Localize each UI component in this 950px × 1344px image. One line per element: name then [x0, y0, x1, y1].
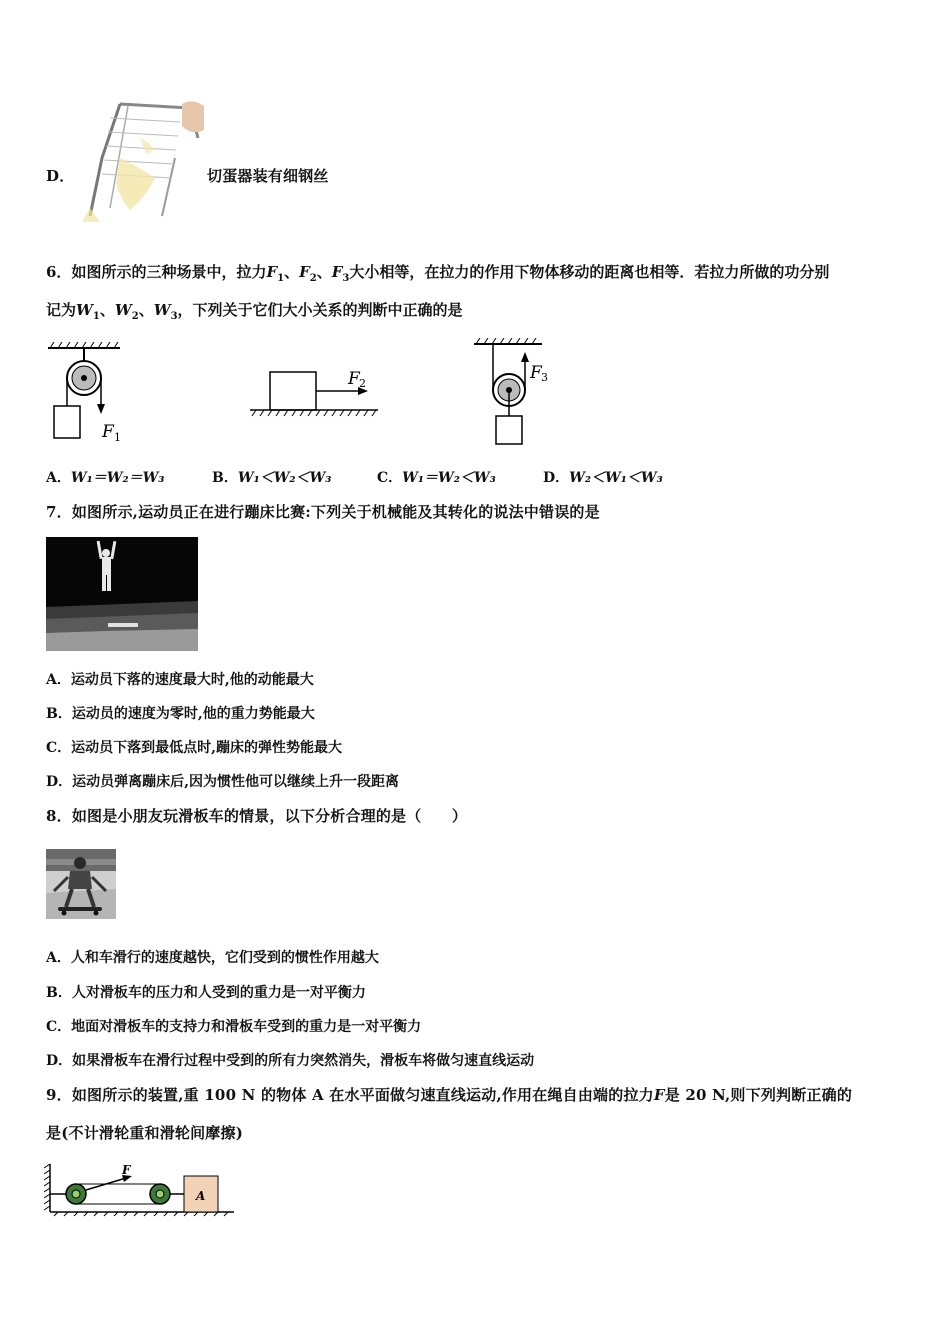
egg-slicer-figure [80, 98, 210, 222]
q7-option-c: C．运动员下落到最低点时,蹦床的弹性势能最大 [46, 740, 343, 756]
q6-option-a: A．W₁＝W₂＝W₃ [46, 470, 165, 486]
q7-option-d: D．运动员弹离蹦床后,因为惯性他可以继续上升一段距离 [46, 774, 400, 790]
q8-option-d: D．如果滑板车在滑行过程中受到的所有力突然消失，滑板车将做匀速直线运动 [46, 1053, 535, 1069]
q6-f3-label: F [530, 363, 542, 383]
q6-f2-sub: 2 [359, 377, 366, 390]
q6-f2-label: F [348, 369, 360, 389]
q6-stem-line2: 记为$W_1$、$W_2$、$W_3$，下列关于它们大小关系的判断中正确的是 [46, 301, 463, 322]
q7-option-a: A．运动员下落的速度最大时,他的动能最大 [46, 672, 314, 688]
q8-option-c: C．地面对滑板车的支持力和滑板车受到的重力是一对平衡力 [46, 1019, 422, 1035]
q7-stem: 7．如图所示,运动员正在进行蹦床比赛:下列关于机械能及其转化的说法中错误的是 [46, 503, 600, 521]
q7-trampoline-photo [46, 537, 198, 651]
q8-scooter-photo [46, 849, 116, 919]
q8-option-b: B．人对滑板车的压力和人受到的重力是一对平衡力 [46, 985, 366, 1001]
q9-stem-line2: 是(不计滑轮重和滑轮间摩擦) [46, 1124, 243, 1142]
q6-number: 6． [46, 263, 72, 281]
q6-block-figure [246, 364, 386, 424]
q5-option-d-letter: D． [46, 167, 75, 185]
q6-option-b: B．W₁＜W₂＜W₃ [212, 470, 332, 486]
q6-fixed-pulley-figure [44, 342, 154, 452]
q8-stem: 8．如图是小朋友玩滑板车的情景，以下分析合理的是（ ） [46, 807, 468, 825]
q6-movable-pulley-figure [472, 338, 562, 450]
q6-f1-sub: 1 [114, 431, 121, 444]
q6-f1-label: F [102, 422, 114, 442]
q9-f-label: F [122, 1163, 131, 1177]
q6-option-c: C．W₁＝W₂＜W₃ [377, 470, 496, 486]
q9-stem-line1: 9．如图所示的装置,重 100 N 的物体 A 在水平面做匀速直线运动,作用在绳自由端的拉力F是 20 N,则下列判断正确的 [46, 1086, 853, 1104]
q7-option-b: B．运动员的速度为零时,他的重力势能最大 [46, 706, 315, 722]
q6-option-d: D．W₂＜W₁＜W₃ [543, 470, 663, 486]
q6-f3-sub: 3 [541, 371, 548, 384]
q9-a-label: A [196, 1189, 206, 1203]
q8-option-a: A．人和车滑行的速度越快，它们受到的惯性作用越大 [46, 950, 379, 966]
q6-stem-line1: 6．如图所示的三种场景中，拉力$F_1$、$F_2$、$F_3$大小相等，在拉力的作用下物体移动的距离也相等．若拉力所做的功分别 [46, 263, 830, 284]
q9-pulley-system-figure [44, 1160, 240, 1220]
q5-option-d-text: 切蛋器装有细钢丝 [207, 167, 329, 185]
